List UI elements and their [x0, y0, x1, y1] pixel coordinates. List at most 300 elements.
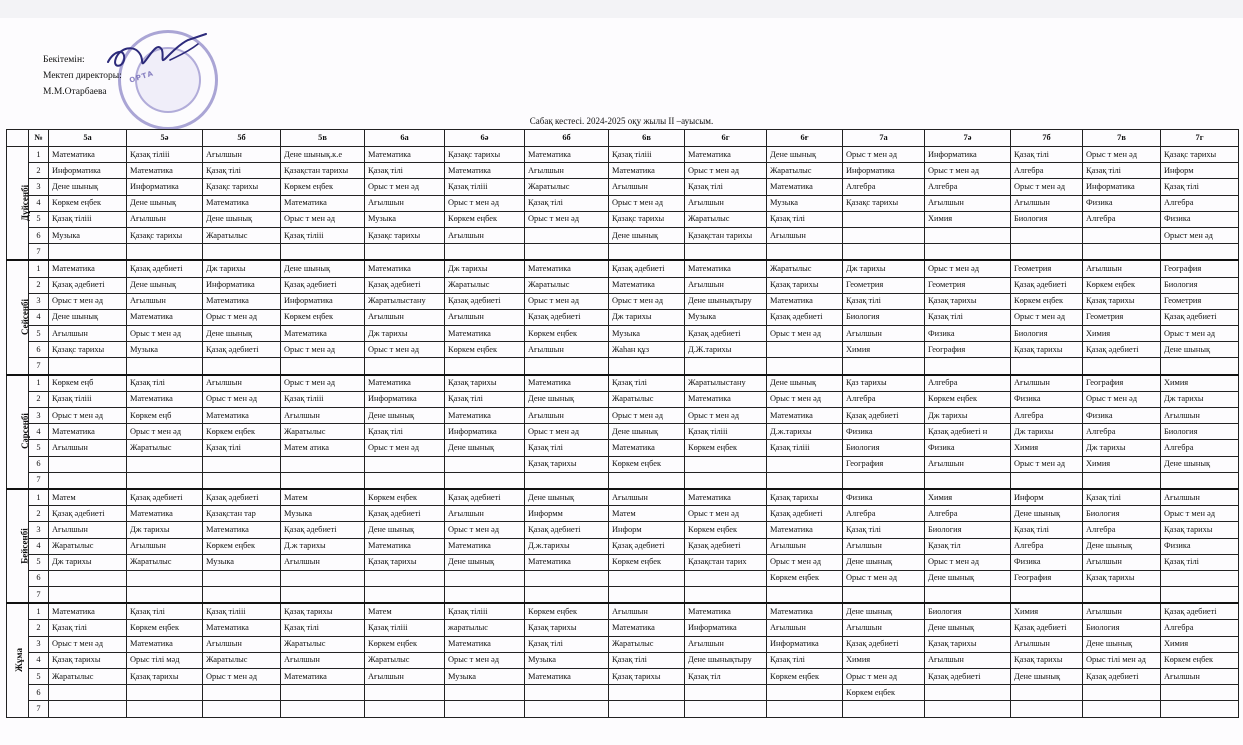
lesson-cell: Информм [525, 506, 609, 522]
lesson-cell: Дене шынық [525, 489, 609, 506]
lesson-cell: Көркем еңбек [203, 538, 281, 554]
lesson-cell: Қазақ әдебиеті [685, 538, 767, 554]
lesson-cell: Ағылшын [767, 620, 843, 636]
day-label-cell [7, 147, 29, 261]
lesson-cell: Қазақ тарихы [1083, 570, 1161, 586]
lesson-cell [1161, 701, 1239, 717]
lesson-cell: Ағылшын [1161, 669, 1239, 685]
lesson-number: 1 [29, 603, 49, 620]
lesson-cell: Дене шынықтыру [685, 652, 767, 668]
lesson-cell [1161, 587, 1239, 604]
lesson-cell: Информ [1161, 163, 1239, 179]
lesson-cell [203, 358, 281, 375]
table-row [7, 472, 1239, 489]
lesson-cell: Ағылшын [49, 522, 127, 538]
table-row [7, 293, 1239, 309]
lesson-cell: Орыс т мен әд [685, 506, 767, 522]
lesson-cell: Көркем еңбек [365, 636, 445, 652]
lesson-cell: Математика [127, 391, 203, 407]
lesson-cell: Көркем еңбек [281, 309, 365, 325]
lesson-cell: Математика [525, 554, 609, 570]
lesson-cell: Математика [767, 179, 843, 195]
lesson-cell: Қазақ тілі [767, 652, 843, 668]
lesson-cell: География [925, 342, 1011, 358]
lesson-number: 2 [29, 620, 49, 636]
column-header-class: 6б [525, 130, 609, 147]
table-row [7, 701, 1239, 717]
lesson-cell: Ағылшын [445, 227, 525, 243]
lesson-cell: Қазақ тілііі [203, 603, 281, 620]
lesson-cell: Орыс т мен әд [1011, 456, 1083, 472]
lesson-cell: Қазақ тарихы [1161, 522, 1239, 538]
lesson-cell: Қазақ әдебиеті [925, 669, 1011, 685]
lesson-cell: Қазақ әдебиеті [1011, 620, 1083, 636]
lesson-cell: Дж тарихы [445, 260, 525, 277]
lesson-cell: Химия [925, 489, 1011, 506]
lesson-cell [843, 587, 925, 604]
lesson-cell: Математика [525, 147, 609, 163]
lesson-cell: Қазақ тілі [1083, 489, 1161, 506]
lesson-cell: Орыс т мен әд [925, 163, 1011, 179]
lesson-cell: Жаратылыс [525, 277, 609, 293]
lesson-cell: Жаратылыс [127, 554, 203, 570]
day-label-cell [7, 375, 29, 489]
lesson-cell: Жаратылыс [49, 538, 127, 554]
lesson-cell: Орыст мен әд [1161, 227, 1239, 243]
lesson-cell: Орыс т мен әд [1161, 326, 1239, 342]
lesson-cell [127, 456, 203, 472]
lesson-cell [445, 358, 525, 375]
lesson-cell: Орыс т мен әд [281, 342, 365, 358]
lesson-cell: Қазақ тарихы [525, 620, 609, 636]
lesson-cell: Көркем еңбек [685, 522, 767, 538]
lesson-cell [925, 358, 1011, 375]
lesson-cell: Математика [365, 375, 445, 392]
lesson-cell: Жаратылыс [203, 227, 281, 243]
lesson-cell: Физика [925, 326, 1011, 342]
lesson-cell: Қазақ тілі [1083, 163, 1161, 179]
day-name: Сейсенбі [20, 298, 31, 336]
table-row [7, 309, 1239, 325]
table-row [7, 179, 1239, 195]
lesson-cell: Физика [1161, 538, 1239, 554]
lesson-cell: Алгебра [1011, 163, 1083, 179]
lesson-cell: Математика [281, 326, 365, 342]
lesson-cell: Көркем еңбек [1161, 652, 1239, 668]
lesson-cell [525, 587, 609, 604]
lesson-cell [767, 472, 843, 489]
column-header-class: 7а [843, 130, 925, 147]
lesson-cell: Жаратылыс [127, 440, 203, 456]
table-row [7, 260, 1239, 277]
column-header-class: 5ә [127, 130, 203, 147]
lesson-cell: Математика [203, 522, 281, 538]
lesson-cell: Информатика [1083, 179, 1161, 195]
lesson-cell: Ағылшын [203, 636, 281, 652]
lesson-cell: Қазақ тілі [925, 309, 1011, 325]
lesson-cell: Математика [525, 375, 609, 392]
lesson-cell [525, 244, 609, 261]
lesson-cell: Математика [525, 669, 609, 685]
lesson-cell: Қазақ әдебиеті [1083, 342, 1161, 358]
lesson-cell: Орыс т мен әд [525, 424, 609, 440]
lesson-cell [843, 701, 925, 717]
lesson-cell [281, 701, 365, 717]
approval-line: М.М.Отарбаева [43, 87, 107, 97]
lesson-cell: Көркем еңбек [843, 685, 925, 701]
lesson-cell [127, 587, 203, 604]
lesson-cell: Көркем еңбек [925, 391, 1011, 407]
lesson-cell: Математика [127, 506, 203, 522]
lesson-cell: Математика [365, 538, 445, 554]
lesson-cell: Қазақ тарихы [445, 375, 525, 392]
lesson-cell: Математика [609, 620, 685, 636]
lesson-cell: Дене шынық [1161, 342, 1239, 358]
lesson-cell: Математика [685, 489, 767, 506]
corner-cell [7, 130, 29, 147]
column-header-class: 7б [1011, 130, 1083, 147]
column-header-class: 6в [609, 130, 685, 147]
lesson-cell: Жаратылыс [281, 424, 365, 440]
lesson-cell: Орыс т мен әд [203, 309, 281, 325]
lesson-cell [127, 685, 203, 701]
lesson-cell [1083, 587, 1161, 604]
lesson-cell: Химия [1161, 375, 1239, 392]
lesson-cell: Математика [127, 163, 203, 179]
lesson-cell [49, 587, 127, 604]
lesson-cell: Көркем еңб [49, 375, 127, 392]
lesson-cell: Жаратылыс [365, 652, 445, 668]
column-header-class: 5б [203, 130, 281, 147]
lesson-cell: Орыс тілі мен әд [1083, 652, 1161, 668]
lesson-cell: Информатика [767, 636, 843, 652]
lesson-cell: Дене шынық [925, 570, 1011, 586]
lesson-cell [925, 701, 1011, 717]
lesson-cell [609, 587, 685, 604]
lesson-cell: Қазақ тілііі [281, 227, 365, 243]
lesson-cell: Математика [445, 538, 525, 554]
lesson-cell: Көркем еңбек [767, 570, 843, 586]
lesson-cell: Қазақ тілііі [49, 211, 127, 227]
lesson-cell: Ағылшын [1011, 375, 1083, 392]
lesson-number: 2 [29, 506, 49, 522]
timetable [6, 129, 1239, 718]
lesson-cell: Қазақ әдебиеті [365, 506, 445, 522]
lesson-cell: Қазақ тілі [49, 620, 127, 636]
lesson-cell: Математика [203, 620, 281, 636]
lesson-cell: Математика [365, 147, 445, 163]
lesson-cell: Биология [925, 522, 1011, 538]
lesson-cell: Көркем еңбек [365, 489, 445, 506]
lesson-cell: Қазақ тілііі [127, 147, 203, 163]
lesson-cell: Орыс т мен әд [843, 570, 925, 586]
lesson-cell [445, 685, 525, 701]
lesson-cell: Геометрия [1011, 260, 1083, 277]
lesson-cell: Орыс т мен әд [281, 375, 365, 392]
lesson-cell: Қазақ тарихы [525, 456, 609, 472]
lesson-cell [767, 587, 843, 604]
lesson-cell: Орыс т мен әд [281, 211, 365, 227]
lesson-cell: Информ [1011, 489, 1083, 506]
lesson-cell: Ағылшын [127, 211, 203, 227]
lesson-cell: Орыс т мен әд [445, 522, 525, 538]
lesson-cell: Қазақ әдебиеті [1161, 309, 1239, 325]
lesson-cell: Матем [49, 489, 127, 506]
day-name: Сәрсенбі [19, 413, 30, 450]
lesson-cell: Дене шынық [365, 522, 445, 538]
lesson-cell: Қазақс тарихы [609, 211, 685, 227]
lesson-cell [127, 570, 203, 586]
lesson-cell: Ағылшын [1161, 489, 1239, 506]
lesson-cell: Дене шынық [525, 391, 609, 407]
lesson-cell [49, 685, 127, 701]
lesson-number: 7 [29, 587, 49, 604]
lesson-cell: Математика [49, 260, 127, 277]
lesson-cell: Қазақ тілііі [365, 620, 445, 636]
lesson-cell: Қазақ тарихы [1011, 652, 1083, 668]
lesson-cell: Ағылшын [127, 538, 203, 554]
lesson-cell: Информатика [925, 147, 1011, 163]
lesson-cell [1083, 244, 1161, 261]
lesson-number: 7 [29, 244, 49, 261]
column-header-class: 5в [281, 130, 365, 147]
lesson-cell: Жаратылыстану [685, 375, 767, 392]
header-row [7, 130, 1239, 147]
lesson-number: 3 [29, 179, 49, 195]
lesson-cell [1161, 685, 1239, 701]
lesson-cell [685, 701, 767, 717]
lesson-cell: Информатика [843, 163, 925, 179]
lesson-cell: Математика [49, 147, 127, 163]
lesson-cell: Биология [843, 309, 925, 325]
lesson-cell: Көркем еңбек [1083, 277, 1161, 293]
lesson-cell [127, 472, 203, 489]
lesson-cell: Ағылшын [609, 179, 685, 195]
lesson-cell: Қазақ тарихы [1011, 342, 1083, 358]
table-row [7, 227, 1239, 243]
lesson-cell: Жаратылыс [685, 211, 767, 227]
lesson-cell [203, 244, 281, 261]
lesson-cell [127, 244, 203, 261]
lesson-cell: Қазақ тарихы [1083, 293, 1161, 309]
lesson-cell: жаратылыс [445, 620, 525, 636]
lesson-cell: Алгебра [1083, 211, 1161, 227]
lesson-cell: Алгебра [843, 391, 925, 407]
lesson-cell [1161, 244, 1239, 261]
lesson-cell: Орыс т мен әд [767, 391, 843, 407]
lesson-cell [49, 244, 127, 261]
lesson-cell [609, 358, 685, 375]
lesson-cell: Ағылшын [1161, 408, 1239, 424]
lesson-cell: Дене шынық.к.е [281, 147, 365, 163]
lesson-cell [127, 701, 203, 717]
lesson-cell: Музыка [49, 227, 127, 243]
lesson-cell: Химия [1011, 440, 1083, 456]
lesson-cell [1083, 358, 1161, 375]
table-row [7, 391, 1239, 407]
lesson-cell: Қазақ әдебиеті [1011, 277, 1083, 293]
lesson-cell: Алгебра [1011, 408, 1083, 424]
lesson-cell [525, 472, 609, 489]
top-strip [0, 0, 1243, 18]
lesson-cell [525, 227, 609, 243]
lesson-cell: Матем [365, 603, 445, 620]
lesson-cell: Биология [1083, 506, 1161, 522]
table-row [7, 554, 1239, 570]
lesson-cell: Қазақ әдебиеті [767, 506, 843, 522]
lesson-cell: Орыс т мен әд [525, 293, 609, 309]
table-row [7, 408, 1239, 424]
lesson-cell [49, 570, 127, 586]
lesson-cell: Қазақстан тарих [685, 554, 767, 570]
stamp-text: ОРТА [128, 69, 155, 85]
lesson-number: 3 [29, 293, 49, 309]
lesson-cell: Математика [685, 260, 767, 277]
table-row [7, 603, 1239, 620]
lesson-cell: Жаһан құз [609, 342, 685, 358]
lesson-cell: Математика [525, 260, 609, 277]
lesson-cell: Қазақ әдебиеті н [925, 424, 1011, 440]
lesson-number: 7 [29, 701, 49, 717]
table-row [7, 163, 1239, 179]
table-row [7, 587, 1239, 604]
lesson-cell: Информатика [281, 293, 365, 309]
lesson-number: 6 [29, 342, 49, 358]
lesson-cell: Орыс т мен әд [1083, 147, 1161, 163]
lesson-cell: Дене шынық [1011, 506, 1083, 522]
lesson-cell: Ағылшын [49, 326, 127, 342]
lesson-cell [365, 701, 445, 717]
lesson-cell: Музыка [609, 326, 685, 342]
lesson-cell [365, 685, 445, 701]
lesson-cell: Орыс т мен әд [445, 195, 525, 211]
table-row [7, 489, 1239, 506]
table-row [7, 195, 1239, 211]
day-label-cell [7, 260, 29, 374]
lesson-number: 2 [29, 163, 49, 179]
table-row [7, 685, 1239, 701]
lesson-cell: Музыка [365, 211, 445, 227]
lesson-cell [609, 685, 685, 701]
lesson-cell [203, 472, 281, 489]
lesson-cell: Жаратылыс [767, 260, 843, 277]
column-header-class: 6г [685, 130, 767, 147]
lesson-cell: Қазақ тіл [925, 538, 1011, 554]
lesson-cell [767, 701, 843, 717]
lesson-cell: Ағылшын [925, 652, 1011, 668]
lesson-cell: Информатика [365, 391, 445, 407]
lesson-cell [767, 342, 843, 358]
lesson-cell: Матем атика [281, 440, 365, 456]
lesson-cell: Алгебра [925, 375, 1011, 392]
lesson-number: 3 [29, 522, 49, 538]
approval-line: Мектеп директоры: [43, 71, 122, 81]
lesson-cell: Орыс т мен әд [609, 408, 685, 424]
lesson-cell [1011, 227, 1083, 243]
lesson-number: 7 [29, 358, 49, 375]
lesson-cell: Орыс т мен әд [685, 163, 767, 179]
lesson-cell: Орыс т мен әд [203, 669, 281, 685]
lesson-cell: Қазақ әдебиеті [843, 408, 925, 424]
lesson-cell: Қазақ тарихы [609, 669, 685, 685]
lesson-cell [445, 244, 525, 261]
lesson-cell: Математика [203, 195, 281, 211]
lesson-cell: Дж тарихы [1083, 440, 1161, 456]
lesson-cell: Химия [925, 211, 1011, 227]
lesson-cell [365, 472, 445, 489]
lesson-cell [609, 701, 685, 717]
table-row [7, 424, 1239, 440]
lesson-cell: Қазақ тілі [127, 375, 203, 392]
lesson-cell: Дж тарихы [127, 522, 203, 538]
lesson-cell: Көркем еңбек [203, 424, 281, 440]
lesson-cell: Биология [1011, 211, 1083, 227]
lesson-cell: Дене шынық [49, 309, 127, 325]
lesson-cell [127, 358, 203, 375]
lesson-cell [281, 244, 365, 261]
lesson-number: 7 [29, 472, 49, 489]
lesson-cell: Қазақс тарихы [445, 147, 525, 163]
lesson-cell: Көркем еңбек [525, 326, 609, 342]
lesson-cell: Дж тарихы [365, 326, 445, 342]
lesson-cell: Математика [609, 440, 685, 456]
lesson-cell [445, 701, 525, 717]
lesson-cell: Информатика [445, 424, 525, 440]
lesson-cell: Қазақ тарихы [767, 277, 843, 293]
lesson-cell: Алгебра [1083, 424, 1161, 440]
day-label-cell [7, 489, 29, 603]
lesson-number: 2 [29, 391, 49, 407]
lesson-cell: Қазақ тілі [445, 391, 525, 407]
lesson-cell: Дене шынық [767, 147, 843, 163]
lesson-cell: Орыс т мен әд [925, 554, 1011, 570]
lesson-cell: Алгебра [1011, 538, 1083, 554]
lesson-cell: Қазақ тілі [843, 293, 925, 309]
lesson-cell: Дж тарихы [203, 260, 281, 277]
lesson-cell: Көркем еңбек [609, 554, 685, 570]
lesson-cell: Қазақ тілііі [767, 440, 843, 456]
lesson-cell [609, 472, 685, 489]
column-header-class: 7ә [925, 130, 1011, 147]
lesson-cell: Дене шынық [767, 375, 843, 392]
lesson-cell [1011, 472, 1083, 489]
lesson-cell: Физика [1083, 408, 1161, 424]
column-header-class: 6ғ [767, 130, 843, 147]
lesson-cell: Ағылшын [49, 440, 127, 456]
lesson-cell: Қазақ тілі [281, 620, 365, 636]
lesson-cell [1161, 472, 1239, 489]
lesson-cell: Көркем еңбек [767, 669, 843, 685]
lesson-cell: Геометрия [925, 277, 1011, 293]
lesson-cell: Биология [1161, 424, 1239, 440]
lesson-number: 3 [29, 408, 49, 424]
lesson-number: 3 [29, 636, 49, 652]
lesson-cell: Қазақ тілі [365, 424, 445, 440]
lesson-cell: Қазақ әдебиеті [127, 260, 203, 277]
lesson-cell: Қазақ әдебиеті [365, 277, 445, 293]
lesson-cell: Орыс т мен әд [1011, 179, 1083, 195]
lesson-cell: Қазақ тарихы [281, 603, 365, 620]
lesson-cell: Алгебра [843, 506, 925, 522]
lesson-number: 4 [29, 424, 49, 440]
lesson-cell: Орыс т мен әд [525, 211, 609, 227]
lesson-cell: Қазақ тілііі [49, 391, 127, 407]
lesson-cell: География [1083, 375, 1161, 392]
lesson-cell: Қазақ тілііі [685, 424, 767, 440]
lesson-cell: Математика [203, 293, 281, 309]
lesson-cell: Қазақ тілііі [281, 391, 365, 407]
lesson-cell: Қазақ тіл [685, 669, 767, 685]
